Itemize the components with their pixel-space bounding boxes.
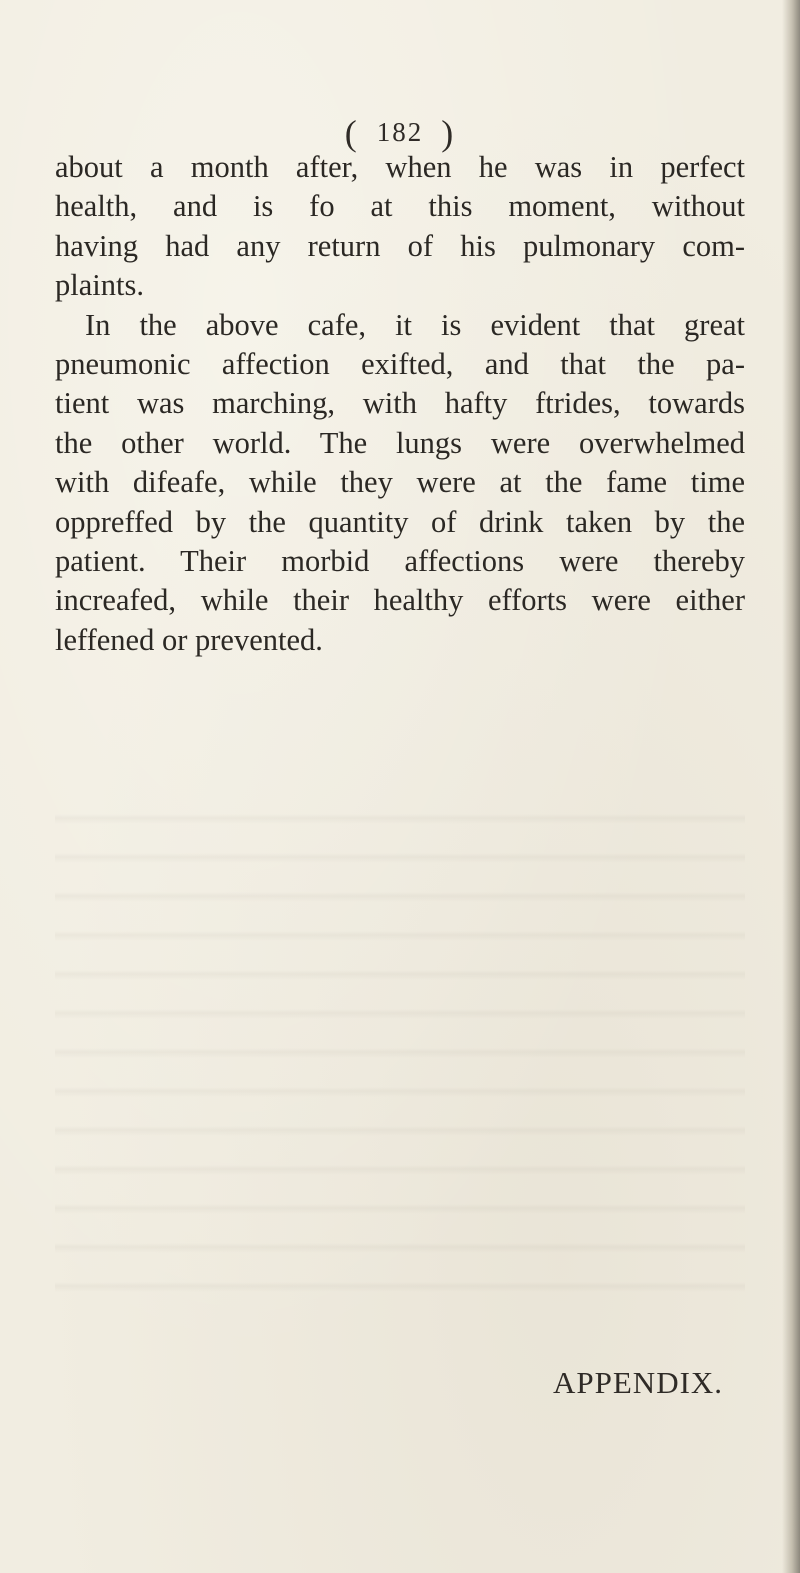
header-close-paren: ) xyxy=(441,113,456,153)
text-line-6: pneumonic affection exifted, and that the pa- xyxy=(55,347,745,382)
text-line-4: plaints. xyxy=(55,268,144,303)
show-through-texture xyxy=(55,800,745,1320)
text-line-2: health, and is fo at this moment, without xyxy=(55,189,745,224)
body-text xyxy=(55,148,745,660)
text-line-5: In the above cafe, it is evident that great xyxy=(85,307,745,342)
header-open-paren: ( xyxy=(344,113,359,153)
text-line-13: leffened or prevented. xyxy=(55,622,323,657)
text-line-1: about a month after, when he was in perfect xyxy=(55,150,745,184)
text-line-11: patient. Their morbid affections were thereby xyxy=(55,544,745,579)
page-edge-shadow xyxy=(782,0,800,1573)
text-line-10: oppreffed by the quantity of drink taken by the xyxy=(55,504,745,539)
text-line-3: having had any return of his pulmonary com- xyxy=(55,228,745,263)
text-line-7: tient was marching, with hafty ftrides, towards xyxy=(55,386,745,421)
catchword: APPENDIX. xyxy=(553,1365,724,1400)
text-line-8: the other world. The lungs were overwhelmed xyxy=(55,425,745,460)
text-line-9: with difeafe, while they were at the fame time xyxy=(55,465,745,500)
page-number: 182 xyxy=(376,117,424,147)
text-line-12: increafed, while their healthy efforts were either xyxy=(55,583,745,618)
